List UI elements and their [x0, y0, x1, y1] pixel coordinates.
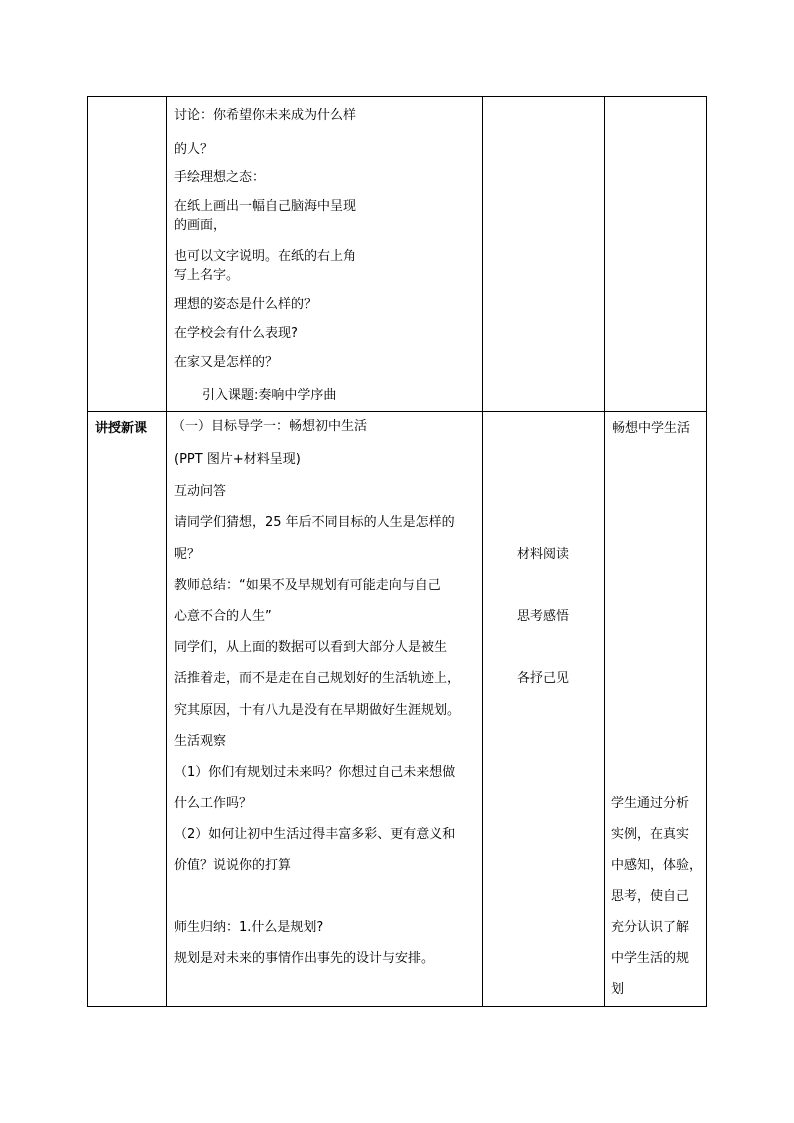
guess-question-line-2: 呢？ — [174, 547, 201, 562]
interactive-qa-title: 互动问答 — [174, 484, 227, 499]
guess-question-line-1: 请同学们猜想，25 年后不同目标的人生是怎样的 — [174, 515, 455, 530]
intent-line-5: 充分认识了解 — [611, 920, 690, 935]
goal-heading: （一）目标导学一：畅想初中生活 — [172, 419, 368, 434]
intent-line-2: 实例，在真实 — [611, 827, 690, 842]
life-observation-title: 生活观察 — [174, 734, 227, 749]
student-activity-sharing: 各抒己见 — [517, 671, 570, 686]
student-activity-reading: 材料阅读 — [517, 547, 570, 562]
intent-line-7: 划 — [611, 982, 625, 997]
summary-question: 师生归纳：1.什么是规划? — [174, 920, 324, 935]
intent-line-6: 中学生活的规 — [611, 951, 690, 966]
question-2-line-2: 价值？说说你的打算 — [174, 858, 292, 873]
drawing-task-line-1: 在纸上画出一幅自己脑海中呈现 — [174, 199, 357, 214]
ideal-question-1: 理想的姿态是什么样的？ — [174, 297, 318, 312]
table-row-divider — [87, 411, 707, 412]
discussion-line-2: 的人？ — [174, 142, 214, 157]
intent-line-4: 思考，使自己 — [611, 889, 690, 904]
data-analysis-line-1: 同学们，从上面的数据可以看到大部分人是被生 — [174, 640, 448, 655]
table-col-divider-3 — [604, 96, 605, 1007]
lesson-intro: 引入课题:奏响中学序曲 — [202, 388, 337, 403]
table-border-top — [87, 96, 707, 97]
discussion-line-1: 讨论：你希望你未来成为什么样 — [174, 108, 357, 123]
question-1-line-2: 什么工作吗？ — [174, 796, 253, 811]
data-analysis-line-3: 究其原因，十有八九是没有在早期做好生涯规划。 — [174, 703, 461, 718]
ideal-question-3: 在家又是怎样的？ — [174, 355, 279, 370]
ppt-note: (PPT 图片+材料呈现) — [174, 452, 301, 467]
drawing-task-line-2: 的画面， — [174, 218, 227, 233]
table-border-bottom — [87, 1006, 707, 1007]
intent-line-3: 中感知，体验， — [611, 858, 703, 873]
stage-label: 讲授新课 — [95, 421, 148, 436]
ideal-question-2: 在学校会有什么表现? — [174, 326, 298, 341]
intent-line-1: 学生通过分析 — [611, 796, 690, 811]
drawing-task-title: 手绘理想之态： — [174, 170, 266, 185]
teacher-summary-line-2: 心意不合的人生” — [174, 609, 272, 624]
drawing-task-line-4: 写上名字。 — [174, 268, 240, 283]
question-2-line-1: （2）如何让初中生活过得丰富多彩、更有意义和 — [174, 827, 456, 842]
table-col-divider-1 — [166, 96, 167, 1007]
data-analysis-line-2: 活推着走，而不是走在自己规划好的生活轨迹上， — [174, 671, 461, 686]
table-border-left — [87, 96, 88, 1007]
table-col-divider-2 — [482, 96, 483, 1007]
drawing-task-line-3: 也可以文字说明。在纸的右上角 — [174, 249, 357, 264]
question-1-line-1: （1）你们有规划过未来吗？你想过自己未来想做 — [174, 765, 456, 780]
teacher-summary-line-1: 教师总结：“如果不及早规划有可能走向与自己 — [174, 578, 441, 593]
student-activity-thinking: 思考感悟 — [517, 609, 570, 624]
intent-heading: 畅想中学生活 — [612, 421, 691, 436]
planning-definition: 规划是对未来的事情作出事先的设计与安排。 — [174, 951, 435, 966]
table-border-right — [706, 96, 707, 1007]
